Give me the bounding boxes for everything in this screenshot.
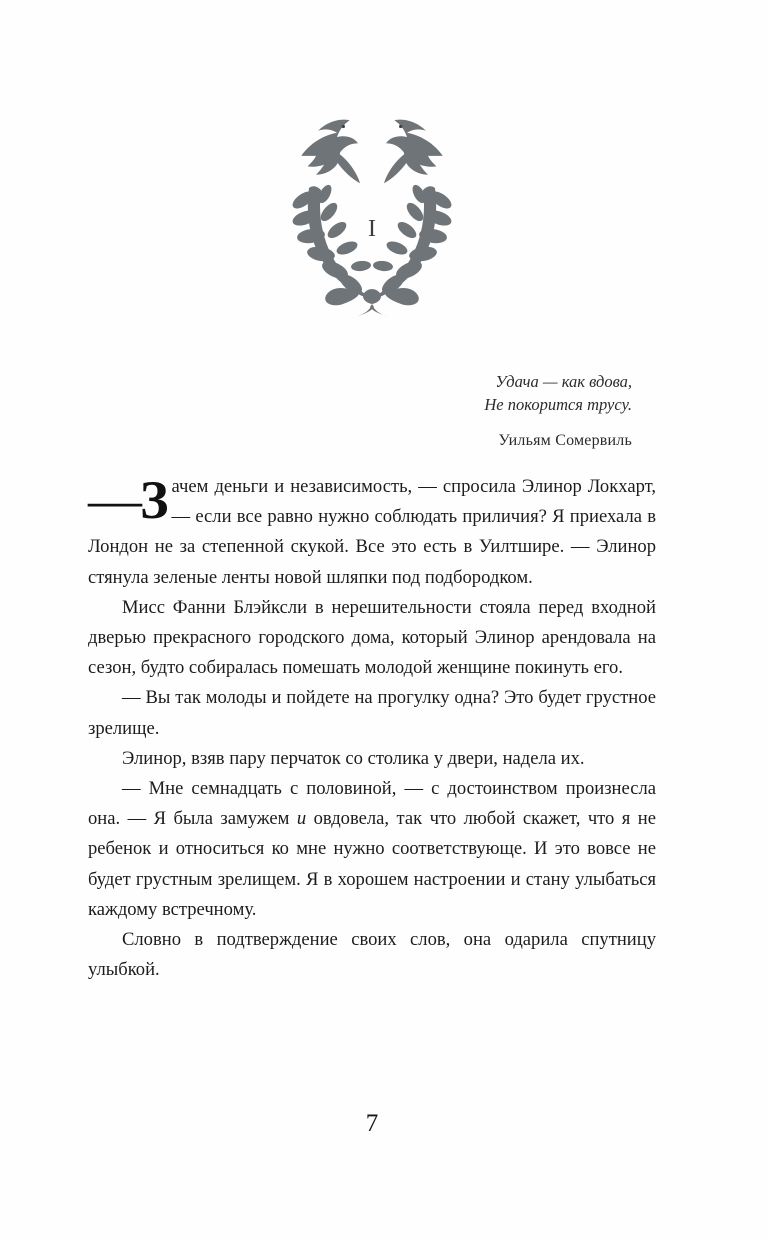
body-text xyxy=(88,472,656,985)
paragraph-4 xyxy=(88,744,656,774)
chapter-number-glyph: I xyxy=(368,216,376,242)
epigraph-author: Уильям Сомервиль xyxy=(498,432,632,449)
drop-cap xyxy=(88,470,168,530)
paragraph-4-text: Элинор, взяв пару перчаток со столика у двери, надела их. xyxy=(122,747,585,769)
paragraph-3 xyxy=(88,683,656,743)
paragraph-1-text: ачем деньги и независимость, — спросила Элинор Локхарт, — если все равно нужно соблюдать приличия? Я приехала в Лондон не за степенной скукой. Все это есть в Уилтшире. — Элинор стянула зеленые ленты новой шляпки под подбородком. xyxy=(88,476,656,588)
epigraph-line-2: Не покорится трусу. xyxy=(484,395,632,415)
page-content xyxy=(88,0,656,1240)
epigraph xyxy=(332,370,632,417)
drop-cap-dash: — xyxy=(88,470,140,530)
paragraph-2-text: Мисс Фанни Блэйксли в нерешительности стояла перед входной дверью прекрасного городского дома, который Элинор арендовала на сезон, будто собиралась помешать молодой женщине покинуть его. xyxy=(88,596,656,679)
laurel-wreath-with-hummingbirds-ornament xyxy=(247,108,497,318)
paragraph-1 xyxy=(88,472,656,593)
paragraph-5 xyxy=(88,774,656,925)
page-number: 7 xyxy=(365,1110,379,1137)
paragraph-5-text-before-italic: — Мне семнадцать с половиной, — с достоинством произнесла она. — Я была замужем xyxy=(88,778,656,830)
drop-cap-letter: З xyxy=(140,470,168,530)
paragraph-5-italic-word: и xyxy=(296,808,307,830)
paragraph-3-text: — Вы так молоды и пойдете на прогулку одна? Это будет грустное зрелище. xyxy=(88,687,656,739)
paragraph-6 xyxy=(88,925,656,985)
paragraph-6-text: Словно в подтверждение своих слов, она одарила спутницу улыбкой. xyxy=(88,929,656,981)
epigraph-line-1: Удача — как вдова, xyxy=(495,372,632,391)
paragraph-2 xyxy=(88,593,656,684)
paragraph-5-text-after-italic: овдовела, так что любой скажет, что я не ребенок и относиться ко мне нужно соответствующе. И это вовсе не будет грустным зрелищем. Я в хорошем настроении и стану улыбаться каждому встречному. xyxy=(88,808,656,920)
